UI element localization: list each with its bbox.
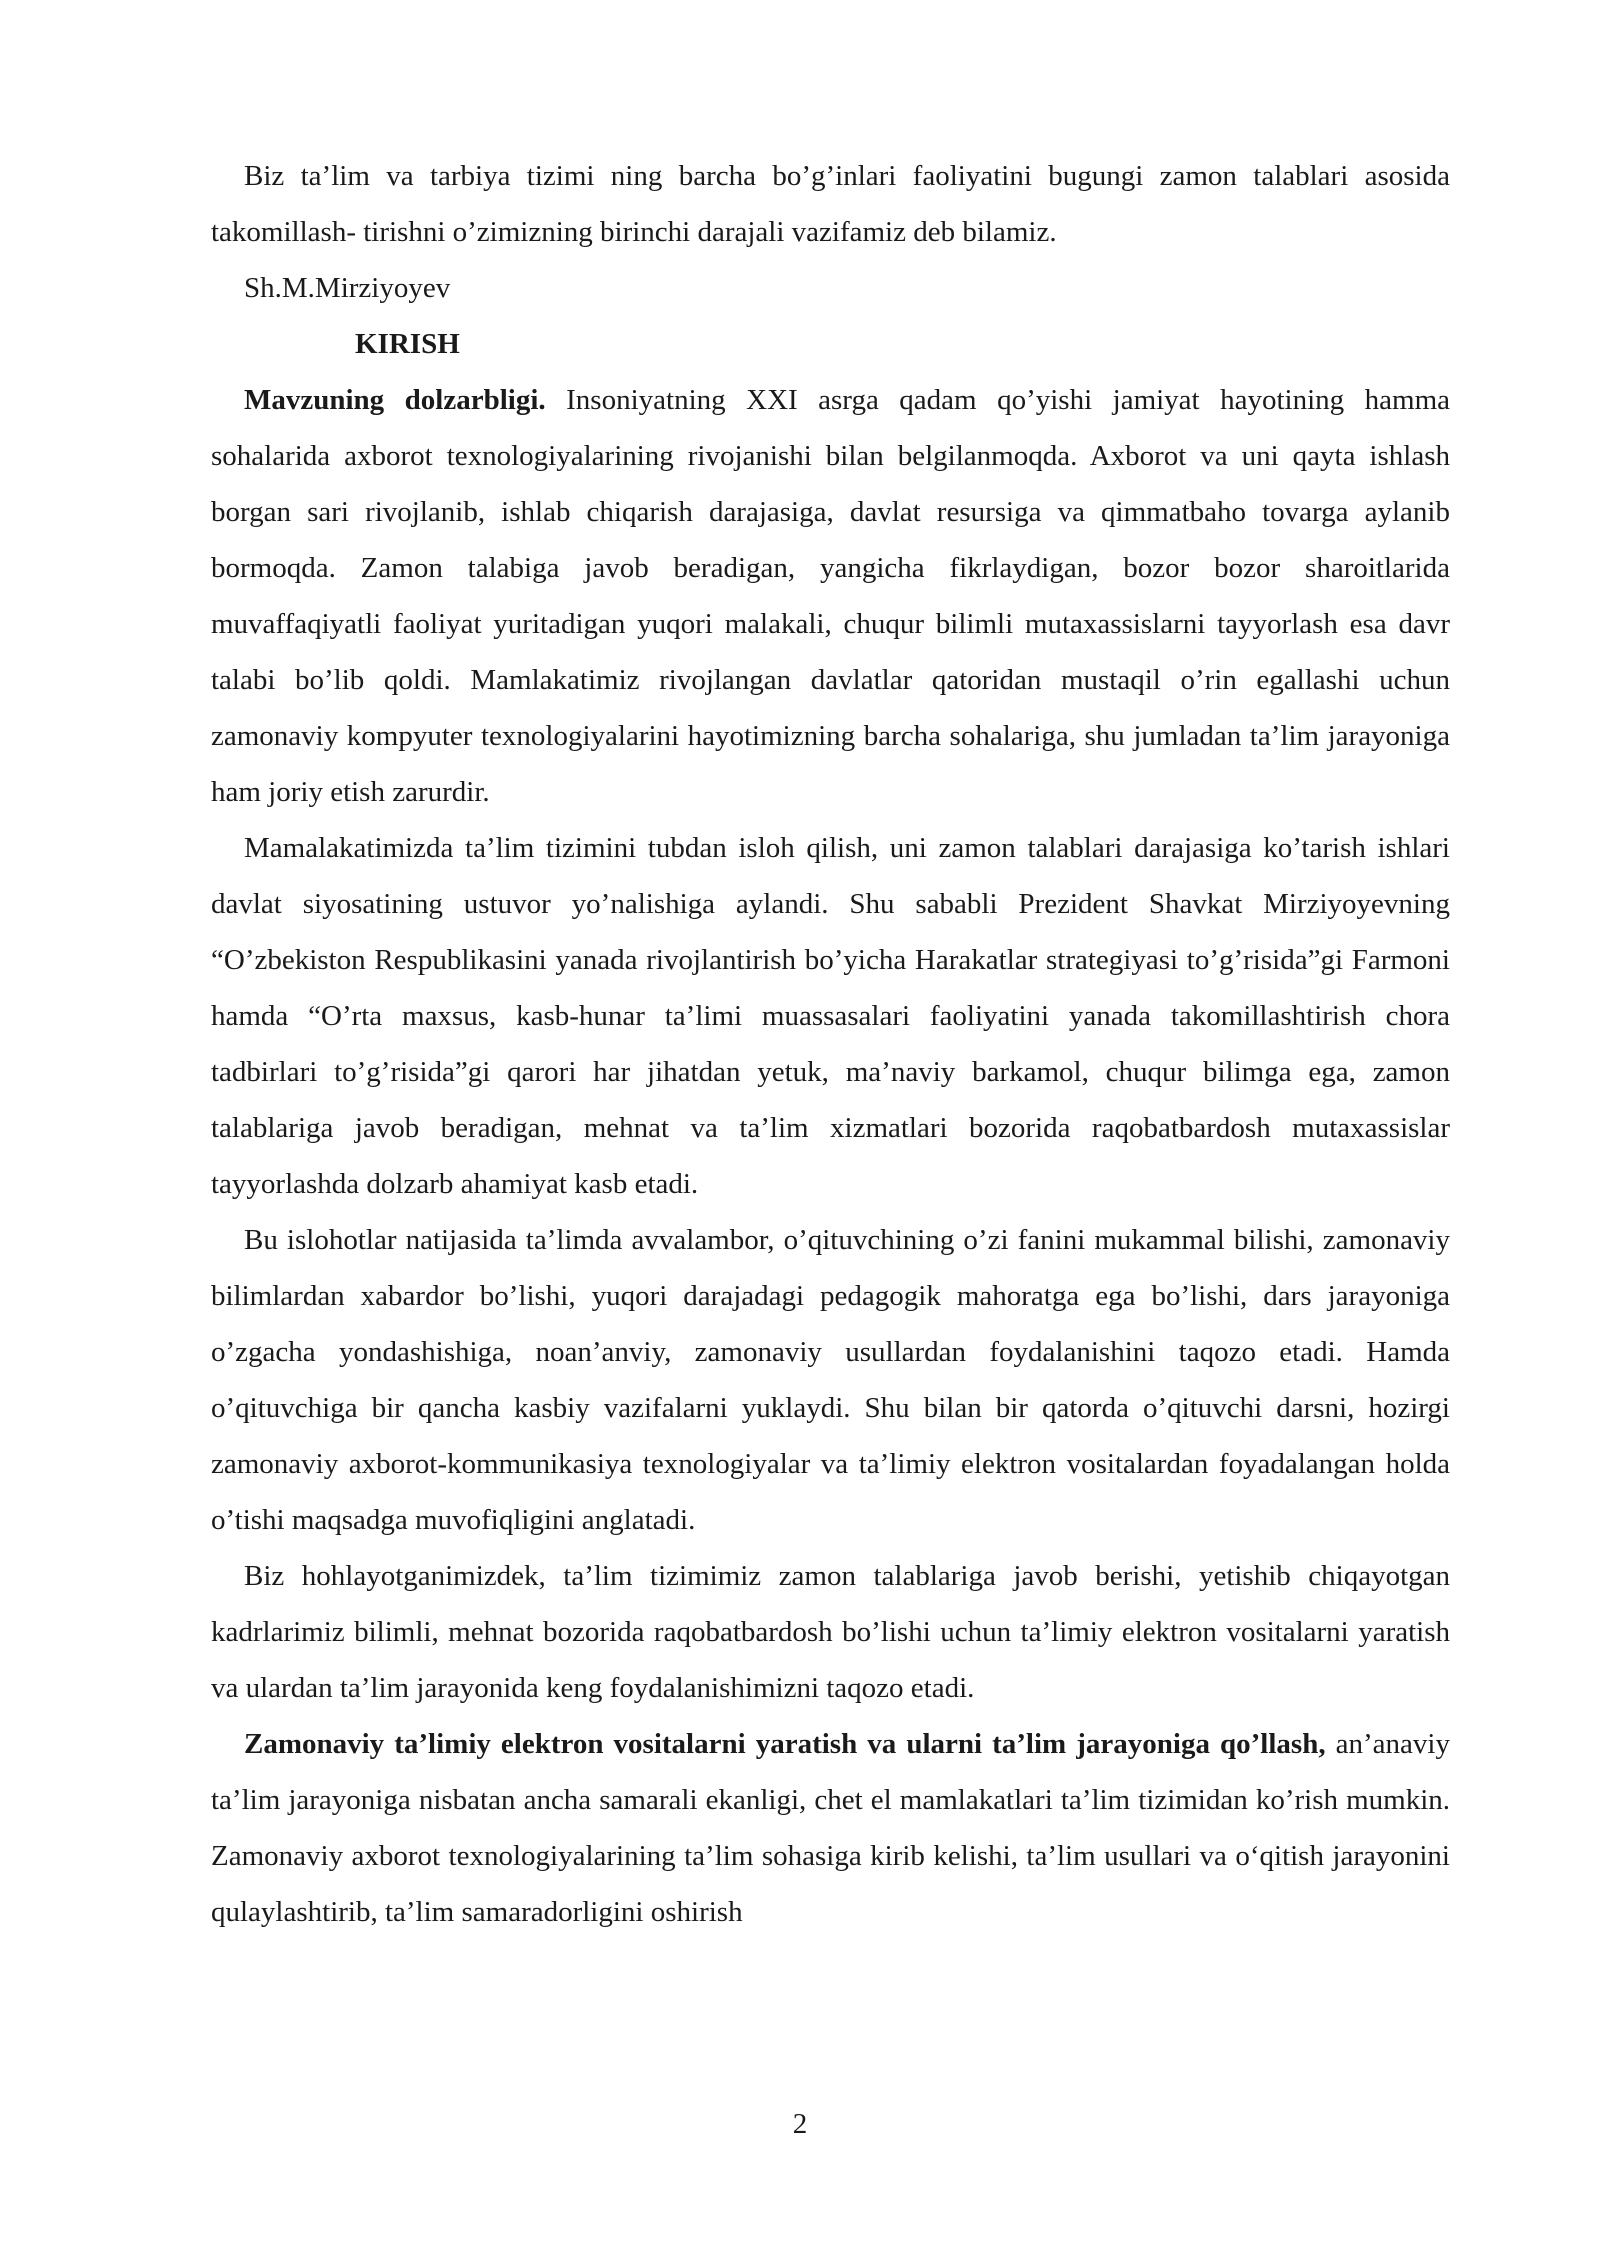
paragraph-reform: Mamalakatimizda ta’lim tizimini tubdan isloh qilish, uni zamon talablari darajasiga ko’tarish ishlari davlat siyosatining ustuvor yo’nalishiga aylandi. Shu sababli Prezident Shavkat Mirziyoyevning “O’zbekiston Respublikasini yanada rivojlantirish bo’yicha Harakatlar strategiyasi to’g’risida”gi Farmoni hamda “O’rta maxsus, kasb-hunar ta’limi muassasalari faoliyatini yanada takomillashtirish chora tadbirlari to’g’risida”gi qarori har jihatdan yetuk, ma’naviy barkamol, chuqur bilimga ega, zamon talablariga javob beradigan, mehnat va ta’lim xizmatlari bozorida raqobatbardosh mutaxassislar tayyorlashda dolzarb ahamiyat kasb etadi. xyxy=(211,832,1450,1200)
paragraph-text: Insoniyatning XXI asrga qadam qo’yishi jamiyat hayotining hamma sohalarida axborot texnologiyalarining rivojanishi bilan belgilanmoqda. Axborot va uni qayta ishlash borgan sari rivojlanib, ishlab chiqarish darajasiga, davlat resursiga va qimmatbaho tovarga aylanib bormoqda. Zamon talabiga javob beradigan, yangicha fikrlaydigan, bozor bozor sharoitlarida muvaffaqiyatli faoliyat yuritadigan yuqori malakali, chuqur bilimli mutaxassislarni tayyorlash esa davr talabi bo’lib qoldi. Mamlakatimiz rivojlangan davlatlar qatoridan mustaqil o’rin egallashi uchun zamonaviy kompyuter texnologiyalarini hayotimizning barcha sohalariga, shu jumladan ta’lim jarayoniga ham joriy etish zarurdir. xyxy=(211,384,1450,808)
paragraph-modern-tools xyxy=(211,1716,1450,1940)
paragraph-lead-bold: Zamonaviy ta’limiy elektron vositalarni yaratish va ularni ta’lim jarayoniga qo’llash, xyxy=(244,1728,1326,1760)
epigraph-text: Biz ta’lim va tarbiya tizimi ning barcha bo’g’inlari faoliyatini bugungi zamon talablari asosida takomillash- tirishni o’zimizning birinchi darajali vazifamiz deb bilamiz. xyxy=(211,160,1450,248)
epigraph-author: Sh.M.Mirziyoyev xyxy=(244,272,451,304)
document-body xyxy=(211,148,1450,1940)
paragraph-lead-bold: Mavzuning dolzarbligi. xyxy=(244,384,546,416)
paragraph-relevance xyxy=(211,372,1450,820)
section-heading: KIRISH xyxy=(355,328,460,360)
page-number: 2 xyxy=(792,2108,808,2140)
paragraph-results: Bu islohotlar natijasida ta’limda avvalambor, o’qituvchining o’zi fanini mukammal bilishi, zamonaviy bilimlardan xabardor bo’lishi, yuqori darajadagi pedagogik mahoratga ega bo’lishi, dars jarayoniga o’zgacha yondashishiga, noan’anviy, zamonaviy usullardan foydalanishini taqozo etadi. Hamda o’qituvchiga bir qancha kasbiy vazifalarni yuklaydi. Shu bilan bir qatorda o’qituvchi darsni, hozirgi zamonaviy axborot-kommunikasiya texnologiyalar va ta’limiy elektron vositalardan foyadalangan holda o’tishi maqsadga muvofiqligini anglatadi. xyxy=(211,1224,1450,1536)
paragraph-text: an’anaviy ta’lim jarayoniga nisbatan ancha samarali ekanligi, chet el mamlakatlari ta’lim tizimidan ko’rish mumkin. Zamonaviy axborot texnologiyalarining ta’lim sohasiga kirib kelishi, ta’lim usullari va o‘qitish jarayonini qulaylashtirib, ta’lim samaradorligini oshirish xyxy=(211,1728,1450,1928)
paragraph-requirements: Biz hohlayotganimizdek, ta’lim tizimimiz zamon talablariga javob berishi, yetishib chiqayotgan kadrlarimiz bilimli, mehnat bozorida raqobatbardosh bo’lishi uchun ta’limiy elektron vositalarni yaratish va ulardan ta’lim jarayonida keng foydalanishimizni taqozo etadi. xyxy=(211,1560,1450,1704)
